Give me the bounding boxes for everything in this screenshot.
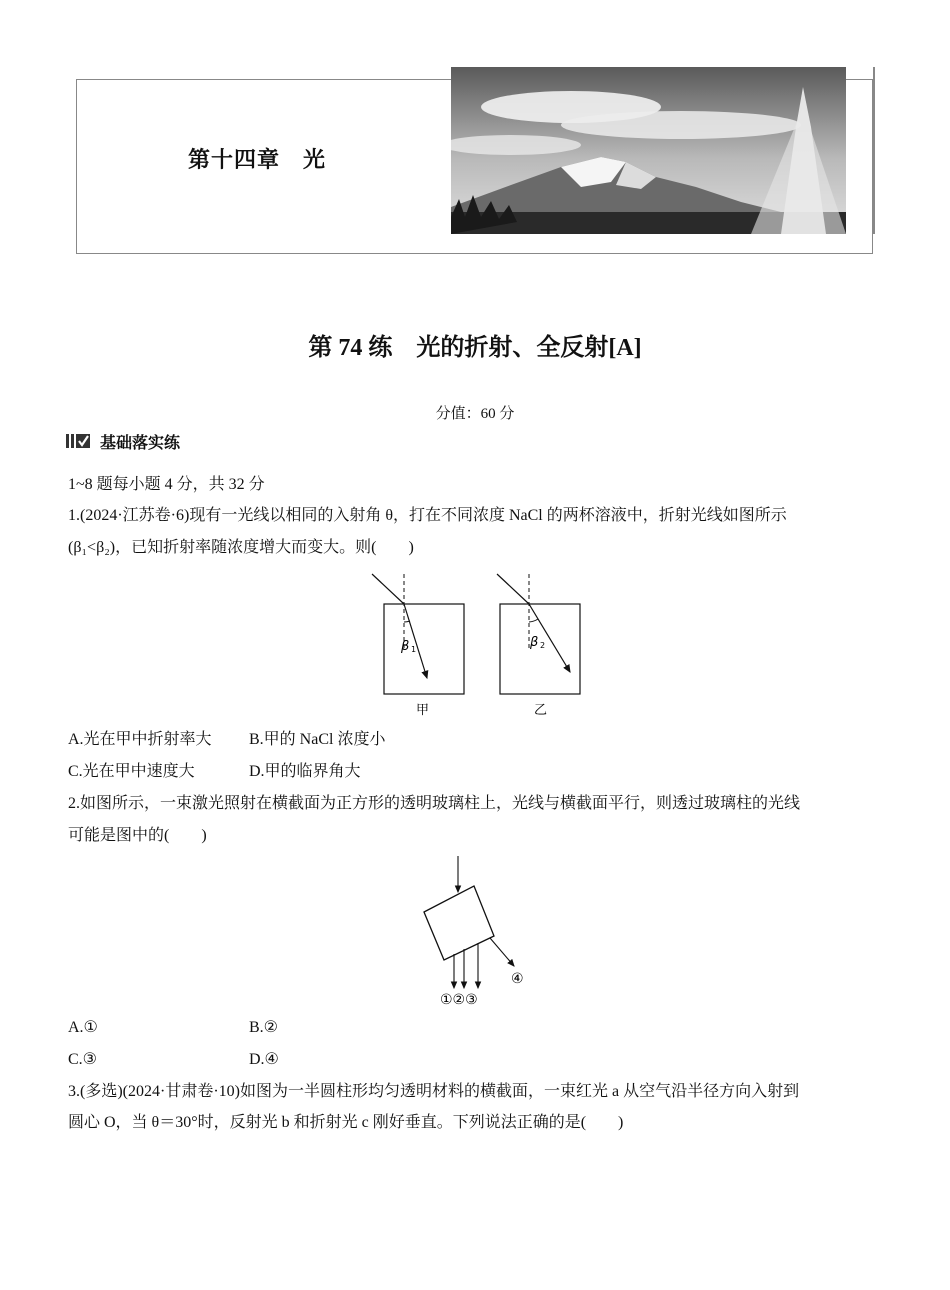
- q1-option-a[interactable]: A.光在甲中折射率大: [68, 731, 212, 748]
- ray-labels-1-3: ①②③: [440, 992, 478, 1008]
- q1-stem-line2: (β₁<β₂)，已知折射率随浓度增大而变大。则( ): [68, 539, 414, 556]
- q2-figure: [410, 852, 540, 1012]
- q2-option-a[interactable]: A.①: [68, 1019, 98, 1036]
- exercise-title: 第 74 练 光的折射、全反射[A]: [308, 335, 642, 361]
- banner-divider: [873, 67, 875, 234]
- scoring-intro: 1~8 题每小题 4 分，共 32 分: [68, 476, 265, 493]
- incident-ray-a: [372, 574, 404, 604]
- q1-option-d[interactable]: D.甲的临界角大: [249, 763, 361, 780]
- beta1-label: β: [401, 639, 410, 654]
- section-label: 基础落实练: [100, 432, 181, 452]
- beta1-subscript: 1: [411, 645, 417, 654]
- ray-label-4: ④: [511, 971, 524, 987]
- beta2-subscript: 2: [540, 641, 546, 650]
- glass-square: [424, 886, 494, 960]
- q1-figure: [360, 568, 590, 720]
- q1-stem-line1: 1.(2024·江苏卷·6)现有一光线以相同的入射角 θ，打在不同浓度 NaCl 的两杯溶液中，折射光线如图所示: [68, 507, 787, 524]
- label-yi: 乙: [534, 703, 548, 718]
- q3-stem-line2: 圆心 O，当 θ＝30°时，反射光 b 和折射光 c 刚好垂直。下列说法正确的是( ): [68, 1114, 624, 1131]
- section-header: [66, 430, 180, 452]
- beta2-label: β: [530, 635, 539, 650]
- angle-arc-b: [529, 619, 538, 622]
- container-a: [384, 604, 464, 694]
- q2-stem-line1: 2.如图所示，一束激光照射在横截面为正方形的透明玻璃柱上，光线与横截面平行，则透过玻璃柱的光线: [68, 795, 801, 812]
- ray-4: [490, 938, 514, 966]
- q2-option-b[interactable]: B.②: [249, 1019, 279, 1036]
- label-jia: 甲: [416, 703, 430, 718]
- checklist-icon: [66, 432, 94, 450]
- q2-stem-line2: 可能是图中的( ): [68, 827, 207, 844]
- q2-option-c[interactable]: C.③: [68, 1051, 98, 1068]
- q3-stem-line1: 3.(多选)(2024·甘肃卷·10)如图为一半圆柱形均匀透明材料的横截面，一束红光 a 从空气沿半径方向入射到: [68, 1083, 800, 1100]
- chapter-title: 第十四章 光: [188, 148, 327, 173]
- incident-ray-b: [497, 574, 529, 604]
- q1-option-c[interactable]: C.光在甲中速度大: [68, 763, 195, 780]
- q1-option-b[interactable]: B.甲的 NaCl 浓度小: [249, 731, 386, 748]
- mountain-landscape-image: [451, 67, 846, 234]
- q2-option-d[interactable]: D.④: [249, 1051, 279, 1068]
- score-label: 分值：60 分: [435, 406, 515, 422]
